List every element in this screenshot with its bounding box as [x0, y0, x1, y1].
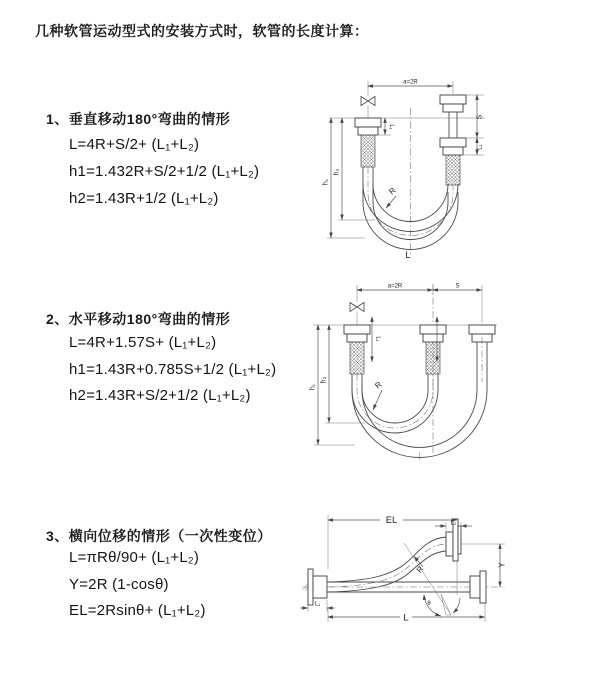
section-2-formula-L: L=4R+1.57S+ (L₁+L₂)	[69, 334, 217, 351]
dim-a2r	[357, 284, 433, 291]
dim-l1-left	[372, 317, 381, 362]
section-1-heading: 1、垂直移动180°弯曲的情形	[46, 111, 231, 127]
dim-label-l1-left: L₁	[388, 124, 394, 130]
diagram-vertical-movement-u-bend	[305, 72, 595, 267]
valve-icon	[361, 97, 375, 119]
section-3-formula-EL: EL=2Rsinθ+ (L₁+L₂)	[69, 602, 206, 619]
dim-label-h2: h₂	[333, 168, 341, 176]
right-pipe-flange	[440, 95, 466, 185]
right-flange	[470, 571, 486, 603]
section-2-heading: 2、水平移动180°弯曲的情形	[46, 311, 231, 327]
left-flange	[308, 569, 327, 605]
dim-label-h1: h₁	[322, 178, 330, 186]
section-1-formula-h1: h1=1.432R+S/2+1/2 (L₁+L₂)	[69, 163, 260, 180]
dim-label-l1-right: L₁	[477, 144, 484, 150]
dim-label-a2r: a=2R	[387, 283, 403, 290]
dim-label-el: EL	[385, 515, 398, 526]
section-3-formula-Y: Y=2R (1-cosθ)	[69, 576, 169, 593]
diagram-lateral-displacement	[300, 495, 600, 660]
dim-label-h1: h₁	[309, 383, 317, 391]
section-3-formula-L: L=πRθ/90+ (L₁+L₂)	[69, 549, 200, 566]
dim-el	[328, 515, 457, 569]
dim-label-l: L	[405, 250, 411, 261]
dim-l	[328, 603, 485, 624]
section-1-formula-L: L=4R+S/2+ (L₁+L₂)	[69, 136, 200, 153]
dim-label-theta: θ	[427, 601, 431, 607]
diagram-horizontal-movement-u-bend	[305, 282, 595, 472]
dim-label-l1: L₁	[374, 336, 381, 342]
dim-label-s: S	[455, 283, 460, 290]
dim-l1	[300, 600, 335, 612]
section-1-formula-h2: h2=1.43R+1/2 (L₁+L₂)	[69, 190, 219, 207]
dim-a2r	[368, 80, 453, 87]
section-3-heading: 3、横向位移的情形（一次性变位）	[46, 528, 272, 544]
dim-h1	[310, 325, 356, 445]
dim-label-a2r: a=2R	[403, 79, 418, 86]
dim-label-s: S	[476, 114, 484, 120]
radius-callout	[373, 380, 384, 410]
dim-label-r: R	[373, 379, 384, 391]
section-2-formula-h2: h2=1.43R+S/2+1/2 (L₁+L₂)	[69, 387, 251, 404]
left-pipe-flange	[344, 325, 370, 374]
dim-label-l2: L₂	[450, 520, 457, 527]
page-title: 几种软管运动型式的安装方式时，软管的长度计算：	[35, 23, 369, 39]
dim-label-r: R	[387, 185, 398, 197]
dim-label-l1: L₁	[314, 601, 321, 608]
dim-label-l: L	[403, 612, 409, 624]
upper-flange	[446, 519, 461, 595]
valve-icon	[350, 303, 364, 326]
radius-callout	[386, 186, 398, 208]
dim-s	[433, 284, 482, 291]
dim-label-r: R	[414, 564, 426, 575]
dim-label-h2: h₂	[320, 376, 328, 384]
section-2-formula-h1: h1=1.43R+0.785S+1/2 (L₁+L₂)	[69, 361, 277, 378]
dim-label-y: Y	[497, 562, 507, 568]
middle-pipe-flange	[420, 325, 446, 374]
hose-s-curve	[327, 537, 446, 592]
left-pipe-flange	[355, 118, 381, 167]
radius-callout	[414, 556, 426, 574]
